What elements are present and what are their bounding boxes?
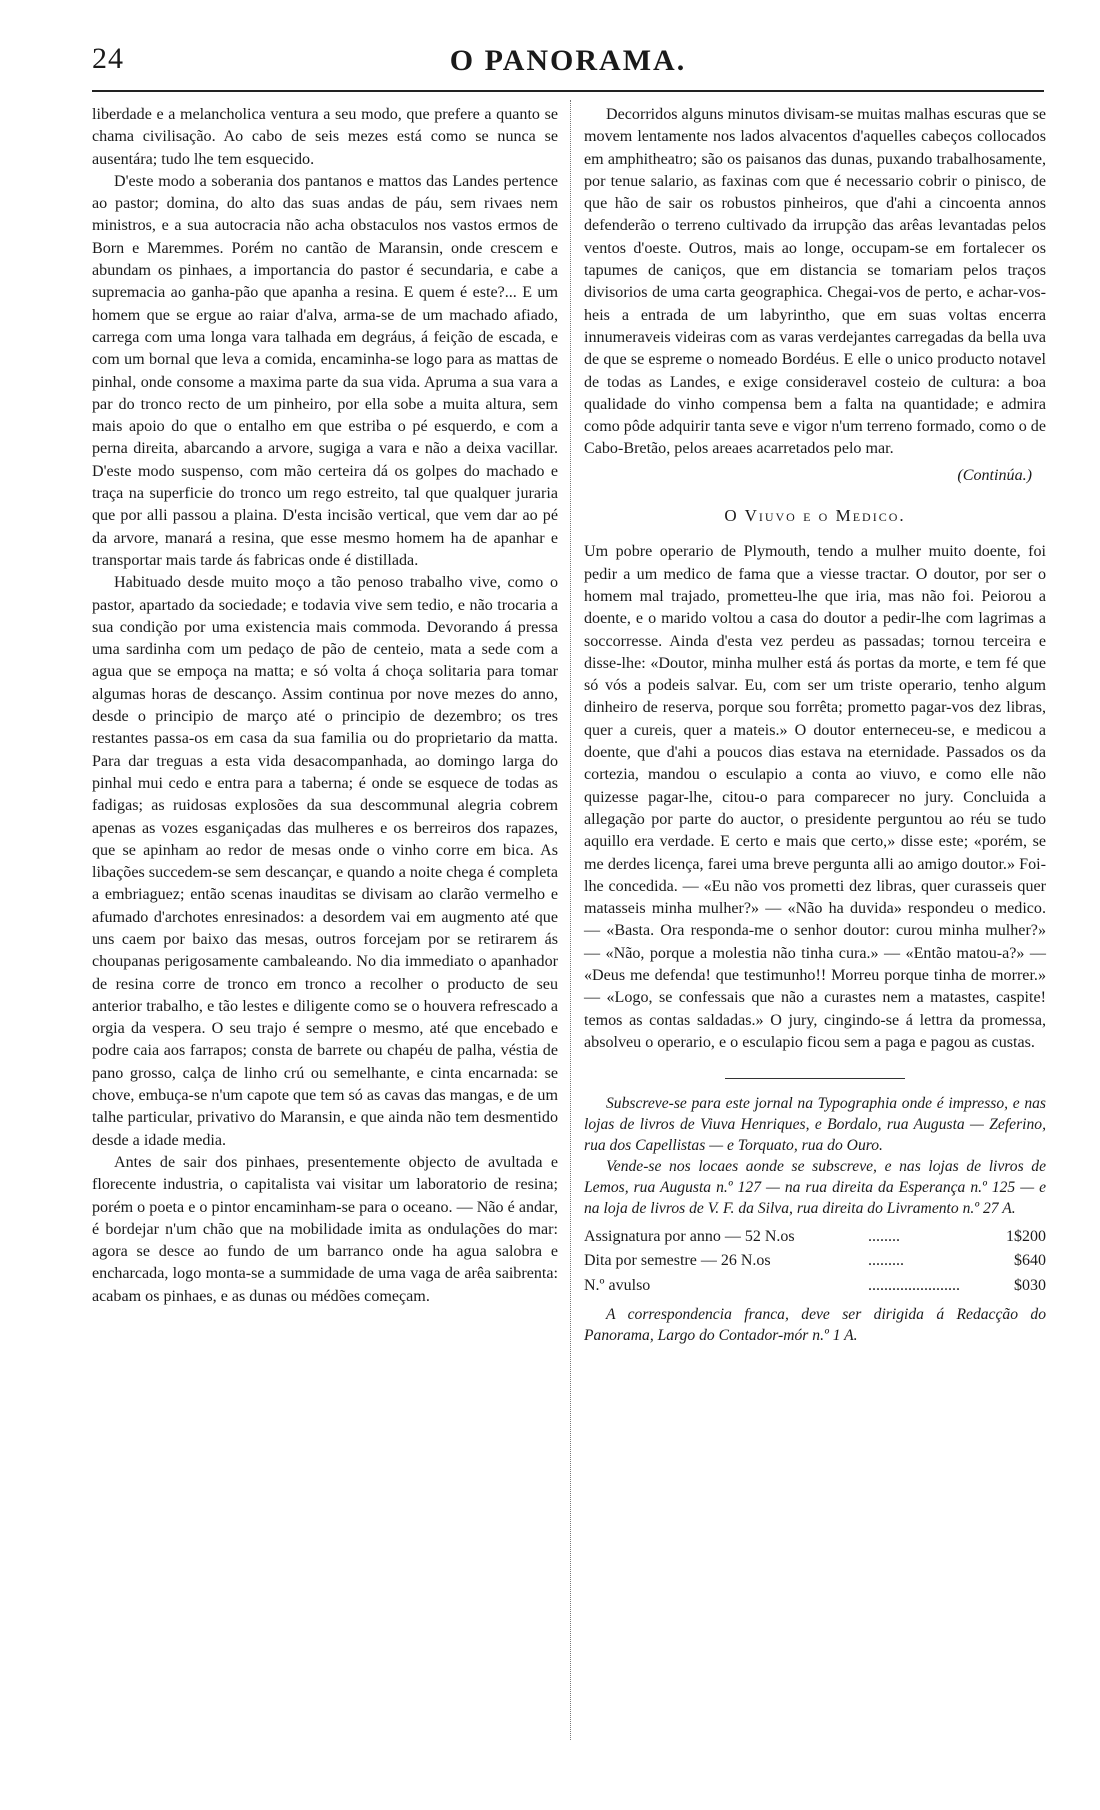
left-paragraph-1: liberdade e a melancholica ventura a seu modo, que prefere a quanto se chama civilisação. Ao cabo de seis mezes está como se nunca se ausentára; tudo lhe tem esquecido. [92, 106, 558, 168]
price-row [584, 1225, 1046, 1249]
price-table [584, 1225, 1046, 1298]
notice-paragraph-2: Vende-se nos locaes aonde se subscreve, e nas lojas de livros de Lemos, rua Augusta n.º 127 — na rua direita da Esperança n.º 125 — e na loja de livros de V. F. da Silva, rua direita do Livramento n.º 27 A. [584, 1158, 1046, 1218]
left-paragraph-4: Antes de sair dos pinhaes, presentemente objecto de avultada e florecente industria, o capitalista vai visitar um laboratorio de resina; porém o poeta e o pintor encaminham-se para o oceano. — Não é andar, é bordejar n'um chão que na mobilidade imita as ondulações do mar: agora se desce ao fundo de um barranco onde ha agua salobra e encharcada, logo monta-se a summidade de uma vaga de arêa saibrenta: acabam os pinhaes, e as dunas ou médões começam. [92, 1153, 558, 1305]
right-column [584, 104, 1046, 1346]
price-dots: ......... [868, 1252, 905, 1270]
price-row [584, 1274, 1046, 1298]
price-label: Dita por semestre — 26 N.os [584, 1252, 771, 1270]
masthead-title: O PANORAMA. [449, 44, 687, 77]
notice-divider [725, 1078, 905, 1079]
price-value: $030 [1014, 1276, 1046, 1294]
price-dots: ....................... [868, 1276, 961, 1294]
right-continued-paragraph: Decorridos alguns minutos divisam-se muitas malhas escuras que se movem lentamente nos lados alvacentos d'aquelles cabeços collocados em amphitheatro; são os paisanos das dunas, puxando trabalhosamente, por tenue salario, as faxinas com que é necessario cobrir o pinisco, de que hão de sair os robustos pinheiros, que d'ahi a cincoenta annos defenderão o terreno cultivado da irrupção das arêas levantadas pelos ventos d'oeste. Outros, mais ao longe, occupam-se em fortalecer os tapumes de caniços, que em distancia se tomariam pelos traços divisorios de uma carta geographica. Chegai-vos de perto, e achar-vos-heis a entrada de um labyrintho, que em suas voltas encerra innumeraveis videiras com as varas verdejantes carregadas da bella uva de que se espreme o nomeado Bordéus. E elle o unico producto notavel de todas as Landes, e exige consideravel costeio de cultura: a boa qualidade do vinho compensa bem a falta na quantidade; e admira como pôde adquirir tanta seve e vigor n'um terreno formado, como o de Cabo-Bretão, pelos areaes acarretados pelo mar. [584, 106, 1046, 458]
price-label: N.º avulso [584, 1276, 651, 1294]
article-title-text: O Viuvo e o Medico. [724, 506, 906, 526]
notice-paragraph-1: Subscreve-se para este jornal na Typographia onde é impresso, e nas lojas de livros de Viuva Henriques, e Bordalo, rua Augusta — Zeferino, rua dos Capellistas — e Torquato, rua do Ouro. [584, 1095, 1046, 1155]
header-rule [92, 90, 1044, 92]
column-divider [570, 100, 571, 1740]
price-row [584, 1249, 1046, 1273]
page-number: 24 [92, 42, 124, 75]
continua-note: (Continúa.) [957, 466, 1032, 484]
article-title [584, 505, 1046, 527]
article-paragraph: Um pobre operario de Plymouth, tendo a mulher muito doente, foi pedir a um medico de fama que a viesse tractar. O doutor, por ser o homem mal trajado, prometteu-lhe que iria, mas não foi. Peiorou a doente, e o marido voltou a casa do doutor a pedir-lhe com lagrimas a soccorresse. Ainda d'esta vez perdeu as passadas; tornou terceira e disse-lhe: «Doutor, minha mulher está ás portas da morte, e tem fé que só vós a podeis salvar. Eu, com ser um triste operario, tenho algum dinheiro de reserva, porque sou forrêta; prometto pagar-vos dez libras, quer a cureis, quer a mateis.» O doutor enterneceu-se, e medicou a doente, que d'ahi a poucos dias estava na eternidade. Passados os da cortezia, mandou o esculapio a conta ao viuvo, e como elle não quizesse pagar-lhe, citou-o para comparecer no jury. Concluida a allegação por parte do auctor, o presidente perguntou ao réu se tudo aquillo era verdade. E certo e mais que certo,» disse este; «porém, se me derdes licença, farei uma breve pergunta alli ao amigo doutor.» Foi-lhe concedida. — «Eu não vos prometti dez libras, quer curasseis quer matasseis minha mulher?» — «Não ha duvida» respondeu o medico. — «Basta. Ora responda-me o senhor doutor: curou minha mulher?» — «Não, porque a molestia não tinha cura.» — «Então matou-a?» — «Deus me defenda! que testimunho!! Morreu porque tinha de morrer.» — «Logo, se confessais que não a curastes nem a matastes, caspite! temos as contas saldadas.» O jury, cingindo-se á lettra da promessa, absolveu o operario, e o esculapio ficou sem a paga e pagou as custas. [584, 543, 1046, 1051]
subscription-notice [584, 1093, 1046, 1219]
left-paragraph-3: Habituado desde muito moço a tão penoso trabalho vive, como o pastor, apartado da sociedade; e todavia vive sem tedio, e não trocaria a sua condição por uma existencia mais commoda. Devorando á pressa uma sardinha com um pedaço de pão de centeio, mata a sede com a agua que se empoça na matta; e só volta á choça solitaria para tomar algumas horas de descanço. Assim continua por nove mezes do anno, desde o principio de março até o principio de dezembro; os tres restantes passa-os em casa da sua familia ou do proprietario da matta. Para dar treguas a esta vida desacompanhada, ao domingo larga do pinhal mui cedo e entra para a taberna; é onde se esquece de todas as fadigas; as ruidosas explosões da sua descommunal alegria cobrem apenas as vozes esganiçadas das mulheres e os berreiros dos rapazes, que se apinham ao redor de mesas onde o vinho corre em bica. As libações succedem-se sem descançar, e quando a noite chega é completa a embriaguez; então scenas inauditas se divisam ao clarão vermelho e afumado d'archotes enresinados: a desordem vai em augmento até que uns caem por baixo das mesas, outros forcejam por se retirarem ás choupanas perigosamente cambaleando. No dia immediato o apanhador de resina corre de tronco em tronco a recolher o producto de seu anterior trabalho, e tão lestes e diligente como se o houvera refrescado a orgia da vespera. O seu trajo é sempre o mesmo, até que encebado e podre caia aos farrapos; consta de barrete ou chapéu de palha, véstia de pano grosso, calça de linho crú ou semelhante, e cinta encarnada: se chove, embuça-se n'um capote que tem só as cavas das mangas, e de um talhe particular, privativo do Maransin, e que ainda não tem desmentido desde a idade media. [92, 574, 558, 1149]
price-value: 1$200 [1006, 1228, 1046, 1246]
correspondence-notice [584, 1304, 1046, 1346]
price-value: $640 [1014, 1252, 1046, 1270]
page-header [92, 42, 1044, 82]
left-column [92, 104, 558, 1308]
left-paragraph-2: D'este modo a soberania dos pantanos e mattos das Landes pertence ao pastor; domina, do alto das suas andas de páu, sem rivaes nem ministros, e a sua autocracia não acha obstaculos nos vastos ermos de Born e Maremmes. Porém no cantão de Maransin, onde crescem e abundam os pinhaes, a importancia do pastor é secundaria, e cabe a supremacia ao ganha-pão que apanha a resina. E quem é este?... E um homem que se ergue ao raiar d'alva, arma-se de um machado afiado, carrega com uma longa vara talhada em degráus, á feição de escada, e com um bornal que leva a comida, encaminha-se logo para as mattas de pinhal, onde consome a maxima parte da sua vida. Apruma a sua vara a par do tronco recto de um pinheiro, por ella sobe a muita altura, sem mais apoio do que o entalho em que estriba o pé esquerdo, e com a perna direita, abarcando a arvore, sugiga a vara e não a deixa vacillar. D'este modo suspenso, com mão certeira dá os golpes do machado e traça na superficie do tronco um rego estreito, tal que qualquer juraria que por alli passou a plaina. D'esta incisão vertical, que vem dar ao pé da arvore, manará a resina, que esse mesmo homem ha de apanhar e transportar mais tarde ás fabricas onde é distillada. [92, 172, 558, 569]
price-dots: ........ [868, 1228, 901, 1246]
correspondence-text: A correspondencia franca, deve ser dirigida á Redacção do Panorama, Largo do Contador-mór n.º 1 A. [584, 1306, 1046, 1345]
price-label: Assignatura por anno — 52 N.os [584, 1228, 795, 1246]
